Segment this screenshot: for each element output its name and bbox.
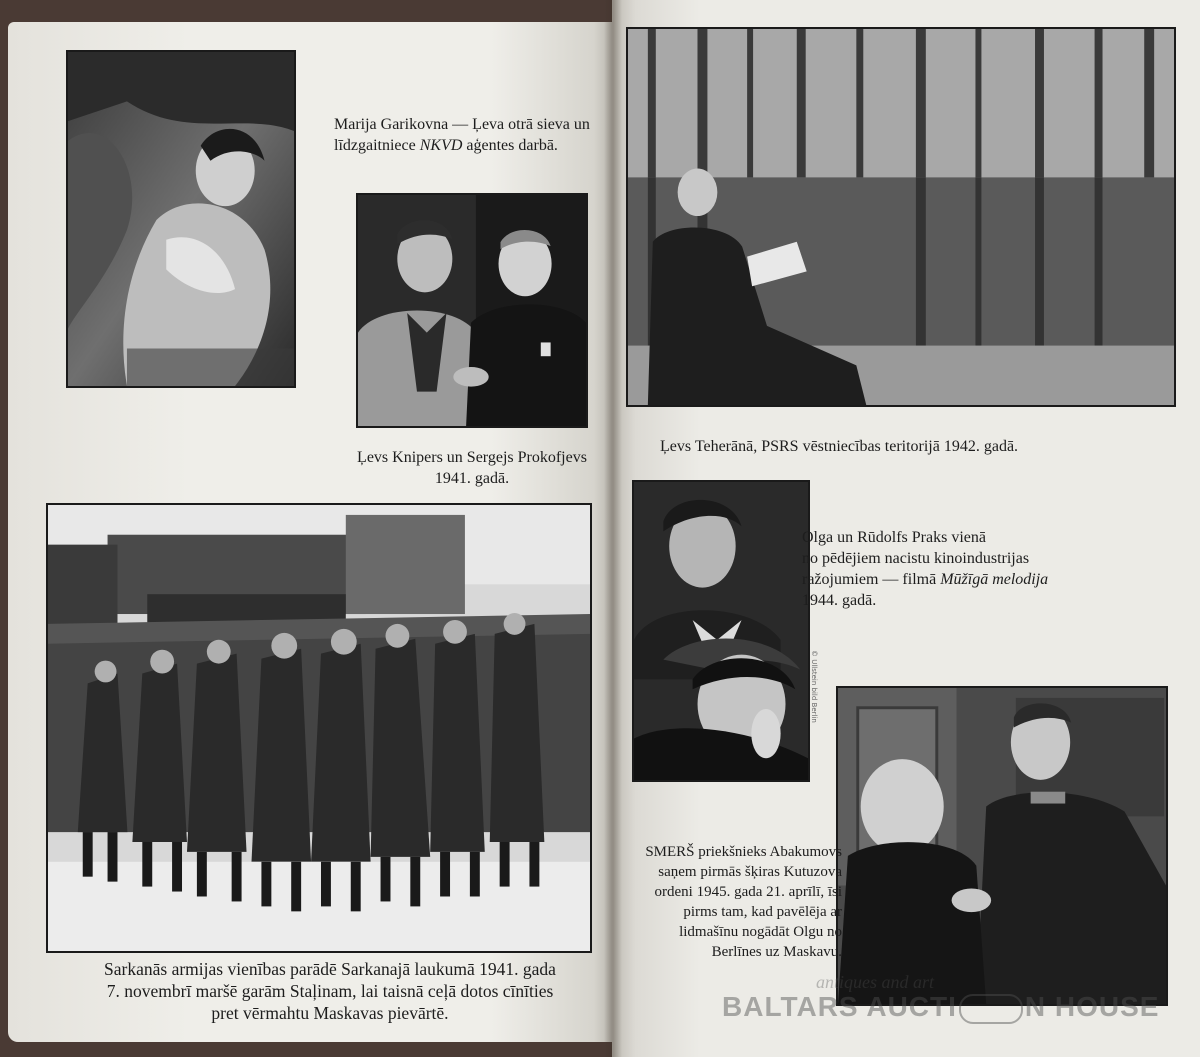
watermark-script: antiques and art	[816, 972, 935, 992]
caption-line: Marija Garikovna — Ļeva otrā sieva un	[334, 116, 590, 133]
watermark-text-left: BALTARS AUCTI	[722, 991, 957, 1022]
photo-lev-teheran	[626, 27, 1176, 407]
caption-line: pirms tam, kad pavēlēja ar	[683, 904, 842, 920]
caption-line: Sarkanās armijas vienības parādē Sarkanajā laukumā 1941. gada	[104, 959, 556, 979]
caption-line	[802, 569, 1049, 590]
photo-abakumovs	[836, 686, 1168, 1006]
caption-lev-teheran	[660, 436, 1180, 457]
watermark-ring-icon	[959, 994, 1023, 1024]
caption-text: aģentes darbā.	[462, 137, 558, 154]
photo-knipers-prokofjevs	[356, 193, 588, 428]
caption-italic-text: NKVD	[419, 137, 463, 154]
caption-text: ražojumiem — filmā	[802, 571, 941, 588]
photo-credit: © Ullstein bild Berlin	[810, 650, 818, 723]
watermark-text-right: N HOUSE	[1024, 991, 1160, 1022]
caption-abakumovs	[622, 842, 842, 962]
caption-line: Berlīnes uz Maskavu.	[711, 944, 842, 960]
caption-italic-text: Mūžīgā melodija	[940, 571, 1049, 588]
book-gutter	[604, 0, 622, 1057]
caption-line: saņem pirmās šķiras Kutuzova	[658, 864, 842, 880]
caption-line: Ļevs Teherānā, PSRS vēstniecības teritorijā 1942. gadā.	[660, 438, 1019, 455]
caption-line: 1944. gadā.	[802, 592, 877, 609]
caption-line: ordeni 1945. gada 21. aprīlī, īsi	[654, 884, 842, 900]
caption-marija-garikovna	[334, 114, 604, 156]
caption-line: Ļevs Knipers un Sergejs Prokofjevs	[357, 449, 587, 466]
caption-line	[334, 135, 604, 156]
caption-line: 7. novembrī maršē garām Staļinam, lai taisnā ceļā dotos cīnīties	[106, 981, 554, 1001]
caption-line: 1941. gadā.	[434, 470, 510, 487]
photo-olga-rudolfs-praks	[632, 480, 810, 782]
caption-line: SMERŠ priekšnieks Abakumovs	[645, 844, 842, 860]
caption-line: no pēdējiem nacistu kinoindustrijas	[802, 550, 1030, 567]
caption-line: lidmašīnu nogādāt Olgu no	[679, 924, 842, 940]
caption-red-army-parade	[60, 958, 600, 1024]
photo-red-army-parade	[46, 503, 592, 953]
photo-marija-garikovna	[66, 50, 296, 388]
caption-knipers-prokofjevs	[352, 447, 592, 489]
watermark-logo	[722, 991, 1159, 1024]
caption-olga-rudolfs-praks	[802, 527, 1049, 611]
caption-line: Olga un Rūdolfs Praks vienā	[802, 529, 986, 546]
caption-line: pret vērmahtu Maskavas pievārtē.	[211, 1003, 449, 1023]
caption-text: līdzgaitniece	[334, 137, 420, 154]
